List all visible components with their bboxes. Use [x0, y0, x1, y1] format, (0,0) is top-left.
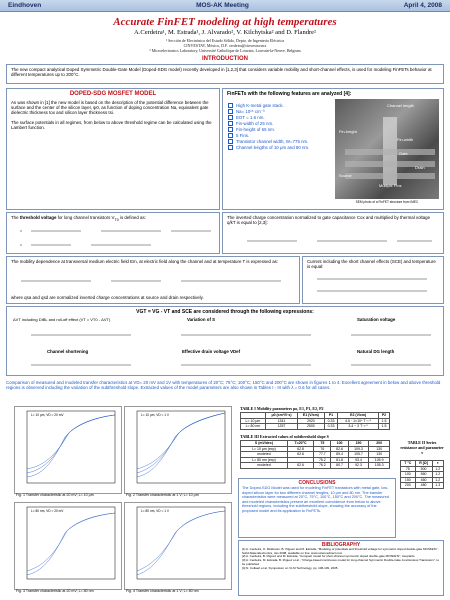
table-header-row: S (mV/dec) T=20°C 75 100 150 200 [241, 441, 390, 447]
table-row: modeled 62.6 76.2 80.7 92.3 105.3 [241, 463, 390, 469]
vgt-box [6, 306, 444, 376]
inverted-charge-box [222, 212, 444, 254]
authors: A.Cerdeira¹, M. Estrada¹, J. Alvarado², V. Kilchytska² and D. Flandre² [134, 29, 316, 36]
current-equation [307, 271, 441, 301]
affiliation-1: ¹ Sección de Electrónica del Estado Sólido, Depto. de Ingeniería Eléctrica [165, 38, 285, 43]
header-meeting: MOS-AK Meeting [196, 2, 249, 9]
finfet-bullet: 5 Fins. [228, 133, 328, 139]
inverted-charge-text: The inverted charge concentration normalized to gate capacitance Cox and multiplied by thermal voltage q/kT is equal to [2,3]: [227, 215, 431, 226]
table-row: L= 80 nm (exp) 75.2 81.8 93.4 105.9 [241, 457, 390, 463]
bibliography-item: [2] A. Cerdeira, B. Iñiguez and M. Estrada, "Compact model for short-channel symmetric doped double-gate MOSFETs", Aceptado [242, 554, 415, 559]
vgt-equations-row1 [11, 323, 441, 347]
label-gate: Gate [399, 151, 408, 156]
doped-model-p2: The surface potentials in all regimes, from below to above threshold regime can be calculated using the Lambert function. [11, 119, 212, 130]
threshold-equation [11, 223, 215, 251]
bibliography-title: BIBLIOGRAPHY [321, 542, 361, 548]
label-channel-length: Channel length [387, 103, 414, 108]
label-drain: Drain [415, 165, 425, 170]
header-date: April 4, 2008 [403, 2, 442, 9]
finfet-bullet: Channel lengths of 10 μm and 80 nm. [228, 145, 328, 151]
affiliation-3: ² Microelectronics Laboratory, Université Catholique de Louvain, Louvain-la-Neuve, Belgium [149, 48, 301, 53]
threshold-box [6, 212, 220, 254]
finfet-title: FinFETs with the following features are analyzed [4]: [227, 91, 352, 97]
bibliography-item: [3] A. Cerdeira, M. Estrada, B. Iñiguez et al., "Charge-based continuous model for long-channel Symmetric Double-Gate Junctionless Transistors", to be published [242, 558, 440, 566]
finfet-bullet: Fin-height of 65 nm. [228, 127, 328, 133]
doped-model-title: DOPED-SDG MOSFET MODEL [69, 91, 157, 97]
figure-4-caption: Fig. 4 Transfer characteristic at 1 V; L= 80 nm [126, 589, 199, 593]
bibliography-item: [1] A. Cerdeira, O. Moldovan, B. Iñiguez and M. Estrada, "Modeling of potentials and threshold voltage for symmetric doped double-gate MOSFETs", Solid-State Electronics, Jan 2008, available on line: www.sciencedirect.com [242, 547, 439, 555]
vgt-title: VGT = VG - VT and SCE are considered through the following expressions: [136, 309, 314, 315]
table-row: 200 480 1.3 [401, 483, 444, 489]
figure-4 [124, 502, 232, 590]
poster-title: Accurate FinFET modeling at high temperatures [113, 16, 337, 28]
doped-model-p1: As was shown in [1] the new model is based on the description of the potential difference between the surface and the center of the silicon layer, ψ0, as function of doping concentration Na, equivalent gate dielectric thickness tox and silicon layer thickness tsi. [11, 100, 209, 116]
table-header-row: μ0 (cm²/V·s) E1 (V/cm) P1 E2 (V/cm) P2 [241, 413, 390, 419]
bibliography-item: [4] N. Collaert et al, Symposium on VLSI Technology, pp. 108-109, 2005. [242, 565, 339, 570]
label-fin-width: Fin-width [397, 137, 414, 142]
current-box [302, 256, 444, 304]
table-row: L= 80 nm 1257 2500 0.33 3.4 ~ 2 T⁻¹·⁸ 1.5 [241, 424, 390, 430]
comparison-text: Comparison of measured and modeled transfer characteristics at VD= 20 mV and 1V with temperatures of 20°C; 75°C; 100°C; 150°C and 200°C are shown in figures 1 to 4. Excellent agreement in below and above threshold regions is observed including the variation of the subthreshold slope. Extracted values of the model parameters are also shown in Tables I - III with λ = 0.6 for all cases. [6, 380, 441, 391]
figure-4-legend: L= 80 nm, VD = 1 V [141, 509, 169, 513]
finfet-bullet: EOT = 1.6 nm. [228, 115, 328, 121]
figure-3-plot [15, 503, 121, 589]
finfet-bullet: Transistor channel width, W=775 nm. [228, 139, 328, 145]
intro-box [6, 64, 444, 84]
table-row: modeled 62.6 77.7 89.4 105.7 130 [241, 452, 390, 458]
table-row: 100 560 1.2 [401, 472, 444, 478]
label-fin-height: Fin-height [339, 129, 357, 134]
table-row: 150 460 1.2 [401, 477, 444, 483]
intro-title: INTRODUCTION [202, 56, 248, 62]
effective-drain-voltage-label: Effective drain voltage VDef [182, 349, 241, 354]
header-location: Eindhoven [8, 2, 42, 9]
figure-4-plot [125, 503, 231, 589]
inverted-charge-equation [227, 231, 439, 251]
affiliation-2: CINVESTAV, México, D.F. cerdeira@cinvestav.mx [183, 43, 267, 48]
current-text: Current including the short channel effects (SCE) and temperature is equal: [307, 259, 436, 270]
finfet-bullet: High K-metal gate stack. [228, 103, 328, 109]
table2-caption: TABLE II Series resistance and parameter τ [400, 440, 444, 455]
figure-1-plot [15, 407, 121, 493]
finfet-bullet: Fin-width of 25 nm. [228, 121, 328, 127]
mobility-box [6, 256, 300, 304]
finfet-bullet: Na= 10¹⁵ cm⁻³ [228, 109, 328, 115]
saturation-voltage-label: Saturation voltage [357, 317, 396, 322]
mobility-note: where qsa and qsd are normalized inverted charge concentrations at source and drain respectively. [11, 295, 204, 300]
figure-1 [14, 406, 122, 494]
intro-text: The new compact analytical Doped Symmetric Double-Gate Model (Doped-SDG model) recently developed in [1,2,3] that considers variable mobility and short-channel effects, is used for modeling FinFETs behavior at different temperatures up to 200°C. [11, 67, 432, 78]
label-multiple-fins: Multiple Fins [379, 183, 402, 188]
figure-2-caption: Fig. 2 Transfer characteristic at 1 V; L= 10 μm [126, 493, 199, 497]
header-bar [0, 0, 450, 12]
conclusions-text: The Doped-SDG Model was used for modeling FinFET transistors with metal gate, low-doped silicon layer for two different channel lengths, 10 μm and 80 nm. The transfer characteristics were measured at 20°C, 75°C, 100°C, 150°C and 200°C. The measured and modeled characteristics present an excellent coincidence from below to above threshold regions, including the subthreshold slope, showing the accuracy of the proposed model and its application to FinFETs. [242, 486, 389, 513]
table-row: 75 500 1.2 [401, 466, 444, 472]
figure-1-caption: Fig. 1 Transfer characteristic at 20 mV; L= 10 μm [16, 493, 94, 497]
doped-model-box [6, 88, 220, 210]
figure-2 [124, 406, 232, 494]
conclusions-box [238, 478, 396, 538]
table1 [240, 412, 390, 430]
threshold-text: The threshold voltage for long channel transistors $V_{T0}$ is defined as: [11, 215, 146, 222]
natural-dg-length-label: Natural DG length [357, 349, 395, 354]
finfet-box [222, 88, 444, 210]
table1-caption: TABLE I Mobility parameters μo, E1, P1, E2, P2 [240, 406, 324, 411]
channel-shortening-label: Channel shortening [47, 349, 89, 354]
finfet-bullets [228, 103, 328, 151]
table-row: L= 10 μm 1341 2920 0.33 4.5 · 1×10⁶ T⁻¹·⁸ 1.5 [241, 418, 390, 424]
dvt-label: ΔVT including DIBL and roll-off effect (VT = VT0 - ΔVT) [13, 317, 111, 322]
table2 [400, 460, 444, 489]
figure-3-legend: L= 80 nm, VD = 20 mV [31, 509, 64, 513]
label-source: Source [339, 173, 352, 178]
table-header-row: T °C R [Ω] τ [401, 461, 444, 467]
figure-2-plot [125, 407, 231, 493]
vgt-equations-row2 [11, 355, 441, 375]
sem-image [335, 99, 439, 199]
figure-3-caption: Fig. 3 Transfer characteristic at 20 mV; L= 80 nm [16, 589, 94, 593]
table3 [240, 440, 390, 469]
variation-s-label: Variation of S [187, 317, 216, 322]
sem-caption: SEM photo of a FinFET structure from IMEC [355, 200, 419, 204]
conclusions-title: CONCLUSIONS [298, 480, 336, 486]
mobility-equation [11, 271, 295, 293]
mobility-text: The mobility dependence at transversal medium electric field Em, at electric field along the channel and at temperature T is expressed as: [11, 259, 279, 264]
figure-3 [14, 502, 122, 590]
table-row: L= 10 μm (exp) 62.8 76 82.6 109.3 130 [241, 446, 390, 452]
bibliography-box [238, 540, 444, 596]
table3-caption: TABLE III Extracted values of subthreshold slope S [240, 434, 329, 439]
figure-1-legend: L= 10 μm, VD = 20 mV [31, 413, 64, 417]
figure-2-legend: L= 10 μm, VD = 1 V [141, 413, 170, 417]
